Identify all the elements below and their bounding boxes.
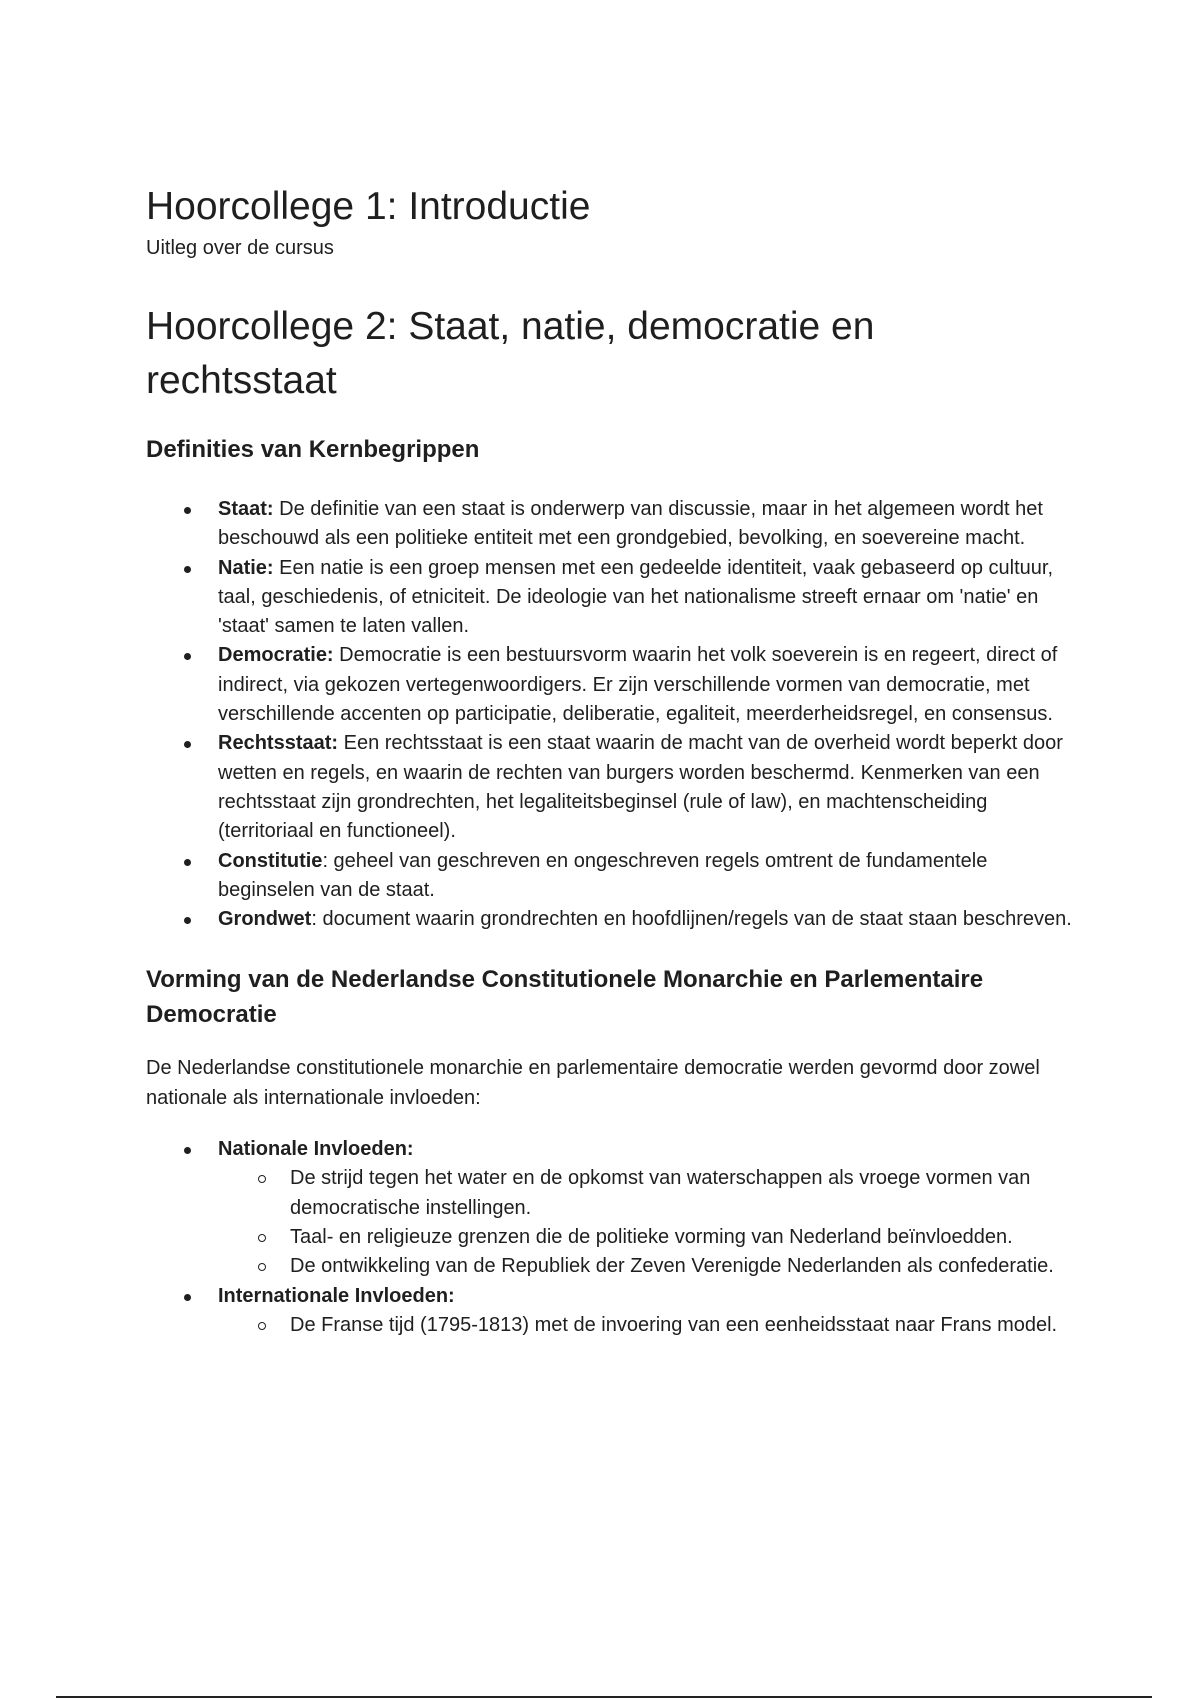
definition-term: Grondwet bbox=[218, 908, 312, 931]
sub-list-item: De strijd tegen het water en de opkomst van waterschappen als vroege vormen van democratische instellingen. bbox=[290, 1164, 1076, 1223]
influences-list bbox=[146, 1135, 1076, 1340]
document-page bbox=[146, 180, 1076, 1340]
definitions-list bbox=[146, 495, 1076, 934]
definition-item-natie bbox=[218, 554, 1076, 642]
definition-text: Democratie is een bestuursvorm waarin het volk soeverein is en regeert, direct of indirect, via gekozen vertegenwoordigers. Er zijn verschillende vormen van democratie, met verschillende accenten op participatie, deliberatie, egaliteit, meerderheidsregel, en consensus. bbox=[218, 644, 1058, 726]
definition-text: Een natie is een groep mensen met een gedeelde identiteit, vaak gebaseerd op cultuur, taal, geschiedenis, of etniciteit. De ideologie van het nationalisme streeft ernaar om 'natie' en 'staat' samen te laten vallen. bbox=[218, 556, 1054, 638]
influence-group-label: Internationale Invloeden: bbox=[218, 1284, 455, 1307]
page-bottom-divider bbox=[56, 1696, 1152, 1698]
definition-term: Democratie: bbox=[218, 644, 334, 667]
definition-text: De definitie van een staat is onderwerp van discussie, maar in het algemeen wordt het beschouwd als een politieke entiteit met een grondgebied, bevolking, en soevereine macht. bbox=[218, 498, 1043, 550]
definition-item-constitutie bbox=[218, 847, 1076, 906]
definition-item-rechtsstaat bbox=[218, 729, 1076, 846]
influence-group-label: Nationale Invloeden: bbox=[218, 1138, 414, 1161]
definition-item-grondwet bbox=[218, 905, 1076, 934]
national-influences-sublist bbox=[218, 1164, 1076, 1281]
definition-term: Rechtsstaat: bbox=[218, 732, 339, 755]
lecture-1-title: Hoorcollege 1: Introductie bbox=[146, 185, 591, 228]
definition-text: : document waarin grondrechten en hoofdlijnen/regels van de staat staan beschreven. bbox=[311, 908, 1072, 931]
lecture-2-title: Hoorcollege 2: Staat, natie, democratie en rechtsstaat bbox=[146, 305, 875, 402]
lecture-1-subtitle: Uitleg over de cursus bbox=[146, 237, 334, 259]
sub-list-item: Taal- en religieuze grenzen die de politieke vorming van Nederland beïnvloedden. bbox=[290, 1223, 1076, 1252]
definition-term: Staat: bbox=[218, 498, 274, 520]
influence-group-national bbox=[218, 1135, 1076, 1281]
sub-list-item: De ontwikkeling van de Republiek der Zeven Verenigde Nederlanden als confederatie. bbox=[290, 1252, 1076, 1281]
definition-term: Natie: bbox=[218, 556, 274, 579]
formation-intro: De Nederlandse constitutionele monarchie en parlementaire democratie werden gevormd door zowel nationale als internationale invloeden: bbox=[146, 1057, 1040, 1109]
definition-item-democratie bbox=[218, 641, 1076, 729]
definition-text: Een rechtsstaat is een staat waarin de macht van de overheid wordt beperkt door wetten en regels, en waarin de rechten van burgers worden beschermd. Kenmerken van een rechtsstaat zijn grondrechten, het legaliteitsbeginsel (rule of law), en machtenscheiding (territoriaal en functioneel). bbox=[218, 732, 1063, 843]
sub-list-item: De Franse tijd (1795-1813) met de invoering van een eenheidsstaat naar Frans model. bbox=[290, 1311, 1076, 1340]
definitions-heading: Definities van Kernbegrippen bbox=[146, 436, 480, 463]
formation-heading: Vorming van de Nederlandse Constitutionele Monarchie en Parlementaire Democratie bbox=[146, 966, 984, 1029]
influence-group-international bbox=[218, 1282, 1076, 1341]
definition-text: : geheel van geschreven en ongeschreven regels omtrent de fundamentele beginselen van de staat. bbox=[218, 849, 988, 901]
definition-item-staat bbox=[218, 495, 1076, 554]
definition-term: Constitutie bbox=[218, 849, 323, 872]
international-influences-sublist bbox=[218, 1311, 1076, 1340]
